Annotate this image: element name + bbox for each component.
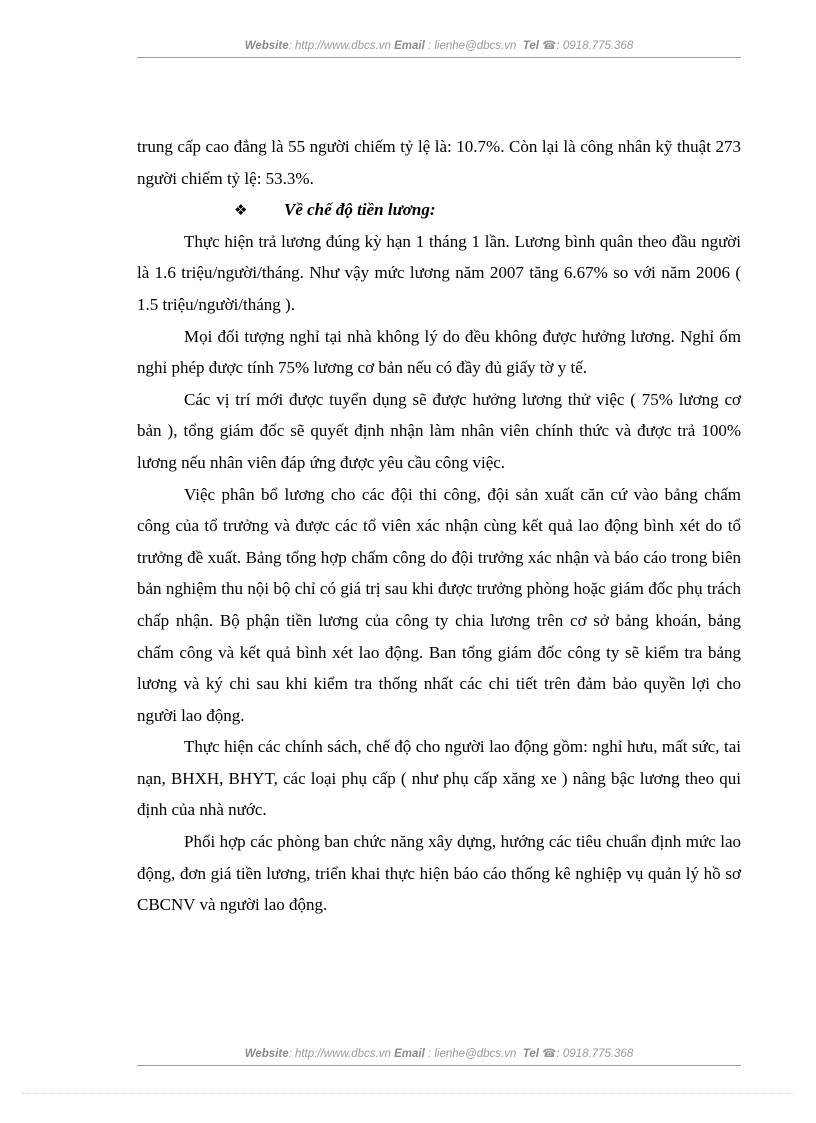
page-footer	[137, 1046, 741, 1066]
section-heading-text: Về chế độ tiền lương:	[284, 200, 436, 220]
header-website-label: Website	[244, 40, 289, 52]
page-header	[137, 38, 741, 58]
header-email-value[interactable]: : lienhe@dbcs.vn	[427, 40, 517, 52]
header-tel-value: : 0918.775.368	[556, 40, 634, 52]
paragraph-coordination: Phối hợp các phòng ban chức năng xây dựng, hướng các tiêu chuẩn định mức lao động, đơn giá tiền lương, triển khai thực hiện báo cáo thống kê nghiệp vụ quản lý hồ sơ CBCNV và người lao động.	[137, 832, 741, 915]
telephone-icon: ☎	[542, 1048, 557, 1060]
paragraph-unpaid-leave: Mọi đối tượng nghỉ tại nhà không lý do đều không được hưởng lương. Nghỉ ốm nghỉ phép được tính 75% lương cơ bản nếu có đầy đủ giấy tờ y tế.	[137, 326, 741, 378]
paragraph-probation: Các vị trí mới được tuyển dụng sẽ được hưởng lương thử việc ( 75% lương cơ bản ), tổng giám đốc sẽ quyết định nhận làm nhân viên chính thức và được trả 100% lương nếu nhân viên đáp ứng được yêu cầu công việc.	[137, 389, 741, 472]
diamond-bullet-icon: ❖	[234, 201, 248, 220]
footer-email-value[interactable]: : lienhe@dbcs.vn	[427, 1048, 517, 1060]
footer-website-value[interactable]: : http://www.dbcs.vn	[288, 1048, 391, 1060]
document-body	[137, 131, 741, 921]
header-rule	[137, 57, 741, 58]
header-website-value[interactable]: : http://www.dbcs.vn	[288, 40, 391, 52]
footer-rule	[137, 1065, 741, 1066]
page-edge-divider	[22, 1093, 794, 1094]
footer-tel-label: Tel	[522, 1048, 539, 1060]
header-tel-label: Tel	[522, 40, 539, 52]
section-heading	[137, 194, 741, 226]
footer-website-label: Website	[244, 1048, 289, 1060]
paragraph-salary-allocation: Việc phân bổ lương cho các đội thi công, đội sản xuất căn cứ vào bảng chấm công của tổ trưởng và được các tổ viên xác nhận cùng kết quả lao động bình xét do tổ trưởng đề xuất. Bảng tổng hợp chấm công do đội trưởng xác nhận và báo cáo trong biên bản nghiệm thu nội bộ chỉ có giá trị sau khi được trưởng phòng hoặc giám đốc phụ trách chấp nhận. Bộ phận tiền lương của công ty chia lương trên cơ sở bảng khoán, bảng chấm công và kết quả bình xét lao động. Ban tổng giám đốc công ty sẽ kiểm tra bảng lương và ký chi sau khi kiểm tra thống nhất các chi tiết trên đảm bảo quyền lợi cho người lao động.	[137, 484, 741, 725]
footer-tel-value: : 0918.775.368	[556, 1048, 634, 1060]
paragraph-intro: trung cấp cao đẳng là 55 người chiếm tỷ lệ là: 10.7%. Còn lại là công nhân kỹ thuật 273 người chiếm tỷ lệ: 53.3%.	[137, 137, 741, 188]
header-email-label: Email	[394, 40, 425, 52]
telephone-icon: ☎	[542, 40, 557, 52]
paragraph-pay-schedule: Thực hiện trả lương đúng kỳ hạn 1 tháng 1 lần. Lương bình quân theo đầu người là 1.6 triệu/người/tháng. Như vậy mức lương năm 2007 tăng 6.67% so với năm 2006 ( 1.5 triệu/người/tháng ).	[137, 231, 741, 314]
paragraph-policies: Thực hiện các chính sách, chế độ cho người lao động gồm: nghỉ hưu, mất sức, tai nạn, BHXH, BHYT, các loại phụ cấp ( như phụ cấp xăng xe ) nâng bậc lương theo qui định của nhà nước.	[137, 737, 741, 820]
footer-email-label: Email	[394, 1048, 425, 1060]
